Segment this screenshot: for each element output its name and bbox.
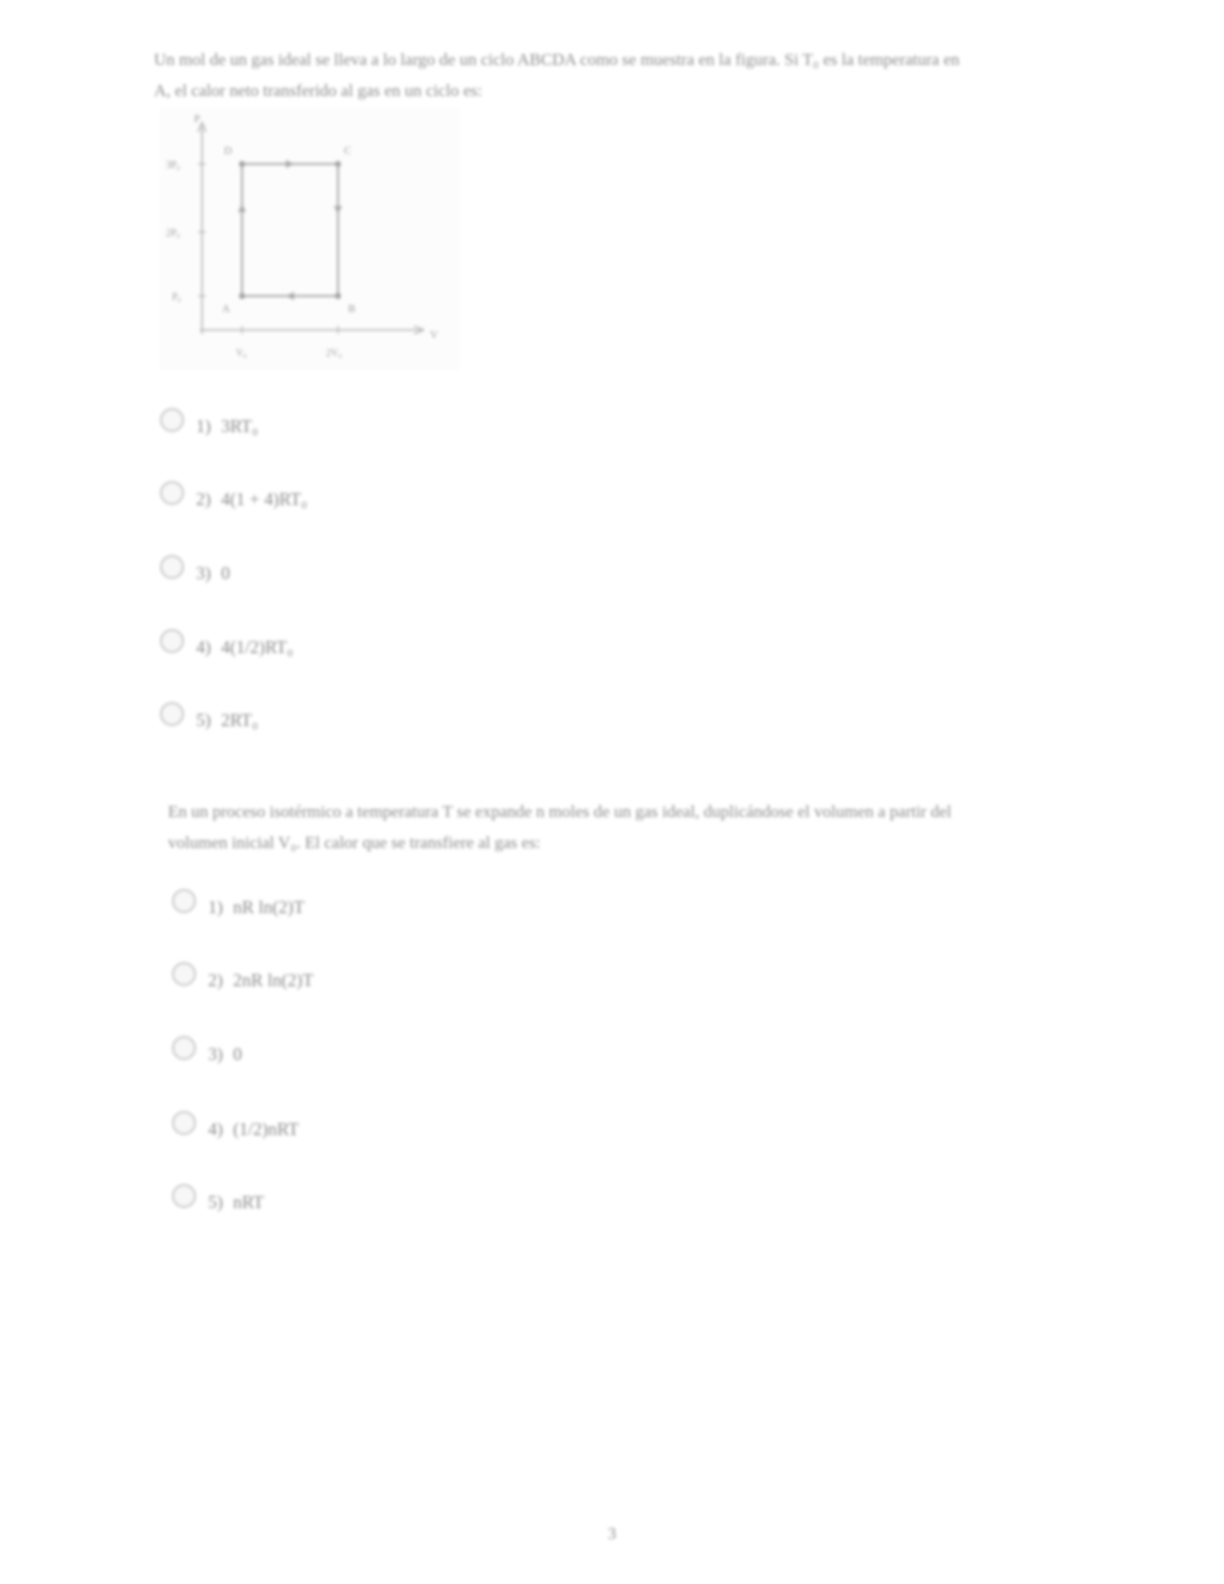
corner-label: B [348,303,356,315]
option-text: 0 [221,562,230,583]
question-1-text: Un mol de un gas ideal se lleva a lo largo de un ciclo ABCDA como se muestra en la figura. Si T₀ es la temperatura en A, el calor neto transferido al gas en un ciclo es: [154,50,960,100]
radio-button[interactable] [160,555,184,579]
option-number: 1) [208,896,223,917]
radio-button[interactable] [160,481,184,505]
arrow-icon [286,292,294,300]
pv-diagram-figure [160,108,460,370]
arrow-icon [286,160,294,168]
q1-option-3[interactable] [160,555,230,591]
y-axis-label: P [194,113,201,125]
radio-button[interactable] [172,962,196,986]
option-number: 4) [196,636,211,657]
radio-button[interactable] [172,1184,196,1208]
option-number: 2) [196,488,211,509]
arrow-icon [238,204,246,212]
option-number: 5) [208,1191,223,1212]
arrow-icon [334,206,342,214]
y-tick-label: 3P₀ [166,160,181,171]
option-text: nRT [233,1191,264,1212]
radio-button[interactable] [160,408,184,432]
x-axis-label: V [430,329,438,341]
option-text: 0 [233,1043,242,1064]
option-number: 3) [196,562,211,583]
y-tick-label: P₀ [172,292,182,303]
corner-label: D [224,145,232,157]
radio-button[interactable] [160,702,184,726]
y-tick-label: 2P₀ [166,228,181,239]
option-text: (1/2)nRT [233,1118,299,1139]
q1-option-1[interactable] [160,408,258,444]
option-number: 2) [208,969,223,990]
q1-option-5[interactable] [160,702,258,738]
q2-option-5[interactable] [172,1184,264,1220]
page-number: 3 [607,1524,617,1543]
x-tick-label: V₀ [236,348,247,359]
q2-option-3[interactable] [172,1036,242,1072]
radio-button[interactable] [172,889,196,913]
radio-button[interactable] [172,1036,196,1060]
option-text: 2RT₀ [221,709,259,730]
pv-diagram-svg [160,108,460,370]
q2-option-2[interactable] [172,962,314,998]
option-text: 3RT₀ [221,415,259,436]
option-text: nR ln(2)T [233,896,305,917]
option-number: 4) [208,1118,223,1139]
option-text: 4(1 + 4)RT₀ [221,488,308,509]
option-number: 3) [208,1043,223,1064]
cycle-rectangle [242,164,338,296]
option-number: 5) [196,709,211,730]
q1-option-2[interactable] [160,481,307,517]
corner-label: A [222,303,230,315]
q2-option-1[interactable] [172,889,305,925]
q2-option-4[interactable] [172,1111,299,1147]
radio-button[interactable] [160,629,184,653]
option-text: 4(1/2)RT₀ [221,636,294,657]
q1-option-4[interactable] [160,629,293,665]
question-2-text: En un proceso isotérmico a temperatura T se expande n moles de un gas ideal, duplicándose el volumen a partir del volumen inicial V₀. El calor que se transfiere al gas es: [168,802,952,852]
option-number: 1) [196,415,211,436]
option-text: 2nR ln(2)T [233,969,314,990]
x-tick-label: 2V₀ [326,348,342,359]
radio-button[interactable] [172,1111,196,1135]
corner-label: C [344,145,352,157]
